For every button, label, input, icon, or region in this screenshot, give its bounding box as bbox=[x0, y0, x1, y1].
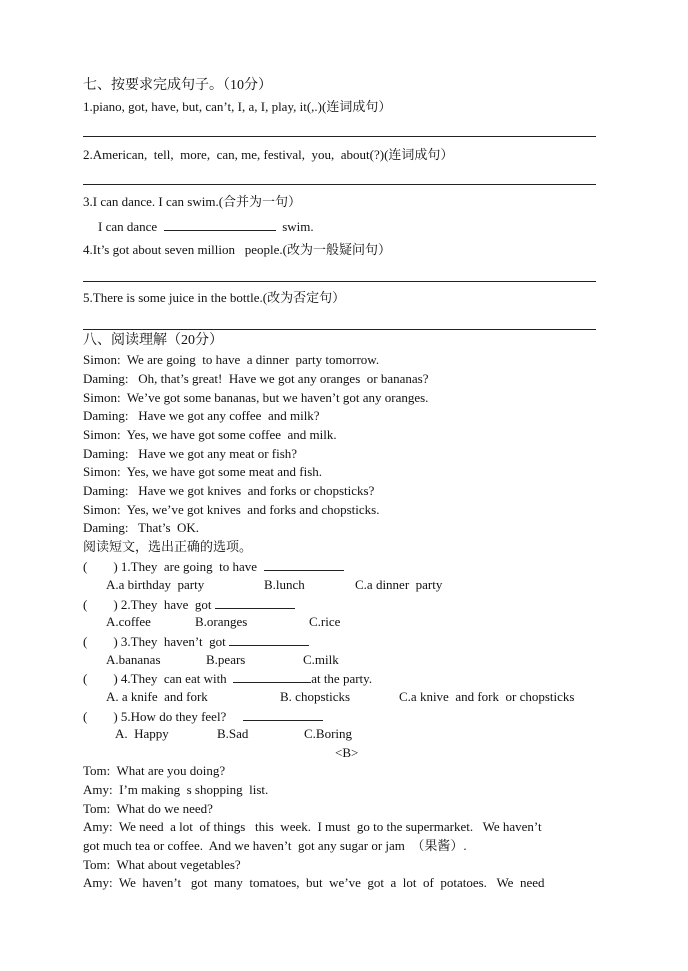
question-blank bbox=[215, 596, 295, 609]
question-stem: 2.They have got bbox=[120, 597, 212, 612]
option-c: C.Boring bbox=[304, 726, 353, 741]
option-c: C.milk bbox=[303, 652, 339, 667]
answer-paren[interactable]: ( ) bbox=[83, 597, 118, 612]
dialogue-line: Simon: We are going to have a dinner party tomorrow. bbox=[83, 352, 380, 367]
question-stem: 3.They haven’t got bbox=[120, 634, 226, 649]
fill-blank[interactable] bbox=[164, 218, 276, 231]
mc-question bbox=[83, 670, 372, 686]
mc-question bbox=[83, 558, 344, 574]
dialogue-line: Amy: We haven’t got many tomatoes, but we’ve got a lot of potatoes. We need bbox=[83, 875, 545, 890]
option-a: A.bananas bbox=[106, 652, 161, 667]
option-b: B.oranges bbox=[195, 614, 248, 629]
option-b: B.lunch bbox=[264, 577, 305, 592]
fill-prefix: I can dance bbox=[98, 219, 158, 234]
dialogue-line: Daming: Have we got any meat or fish? bbox=[83, 446, 298, 461]
question-7-1: 1.piano, got, have, but, can’t, I, a, I, play, it(,.)(连词成句） bbox=[83, 99, 392, 114]
option-a: A.coffee bbox=[106, 614, 151, 629]
dialogue-line: Simon: Yes, we have got some coffee and milk. bbox=[83, 427, 337, 442]
option-b: B.Sad bbox=[217, 726, 249, 741]
question-7-3-fill bbox=[98, 218, 314, 234]
answer-line bbox=[83, 281, 596, 282]
mc-question bbox=[83, 596, 295, 612]
question-stem: 5.How do they feel? bbox=[120, 709, 227, 724]
question-7-5: 5.There is some juice in the bottle.(改为否定句） bbox=[83, 290, 346, 305]
dialogue-line: got much tea or coffee. And we haven’t got any sugar or jam （果酱）. bbox=[83, 838, 467, 853]
option-a: A.a birthday party bbox=[106, 577, 205, 592]
dialogue-line: Simon: We’ve got some bananas, but we haven’t got any oranges. bbox=[83, 390, 429, 405]
option-c: C.rice bbox=[309, 614, 341, 629]
question-stem: 1.They are going to have bbox=[120, 559, 258, 574]
answer-line bbox=[83, 136, 596, 137]
question-blank bbox=[229, 633, 309, 646]
dialogue-line: Tom: What do we need? bbox=[83, 801, 213, 816]
option-a: A. a knife and fork bbox=[106, 689, 208, 704]
dialogue-line: Daming: Oh, that’s great! Have we got any oranges or bananas? bbox=[83, 371, 429, 386]
dialogue-line: Daming: Have we got any coffee and milk? bbox=[83, 408, 320, 423]
answer-paren[interactable]: ( ) bbox=[83, 709, 118, 724]
dialogue-line: Tom: What about vegetables? bbox=[83, 857, 241, 872]
question-7-3: 3.I can dance. I can swim.(合并为一句） bbox=[83, 194, 302, 209]
dialogue-line: Tom: What are you doing? bbox=[83, 763, 226, 778]
question-blank bbox=[233, 670, 311, 683]
dialogue-line: Amy: I’m making s shopping list. bbox=[83, 782, 269, 797]
section-7-heading: 七、按要求完成句子。（10分） bbox=[83, 78, 272, 93]
question-blank bbox=[264, 558, 344, 571]
dialogue-line: Daming: That’s OK. bbox=[83, 520, 200, 535]
dialogue-line: Amy: We need a lot of things this week. I must go to the supermarket. We haven’t bbox=[83, 819, 542, 834]
answer-line bbox=[83, 184, 596, 185]
answer-paren[interactable]: ( ) bbox=[83, 634, 118, 649]
answer-line bbox=[83, 329, 596, 330]
mc-question bbox=[83, 708, 323, 724]
question-stem: 4.They can eat with bbox=[120, 671, 227, 686]
option-c: C.a knive and fork or chopsticks bbox=[399, 689, 575, 704]
section-8-heading: 八、阅读理解（20分） bbox=[83, 333, 223, 348]
question-tail: at the party. bbox=[311, 671, 373, 686]
option-a: A. Happy bbox=[115, 726, 169, 741]
option-c: C.a dinner party bbox=[355, 577, 443, 592]
answer-paren[interactable]: ( ) bbox=[83, 559, 118, 574]
fill-suffix: swim. bbox=[282, 219, 314, 234]
part-b-label: <B> bbox=[335, 745, 359, 760]
question-7-4: 4.It’s got about seven million people.(改为一般疑问句） bbox=[83, 242, 391, 257]
dialogue-line: Simon: Yes, we’ve got knives and forks and chopsticks. bbox=[83, 502, 380, 517]
dialogue-line: Daming: Have we got knives and forks or chopsticks? bbox=[83, 483, 375, 498]
question-blank bbox=[243, 708, 323, 721]
answer-paren[interactable]: ( ) bbox=[83, 671, 118, 686]
dialogue-line: Simon: Yes, we have got some meat and fish. bbox=[83, 464, 323, 479]
option-b: B. chopsticks bbox=[280, 689, 351, 704]
question-7-2: 2.American, tell, more, can, me, festival, you, about(?)(连词成句） bbox=[83, 147, 454, 162]
option-b: B.pears bbox=[206, 652, 246, 667]
reading-instruction: 阅读短文，选出正确的选项。 bbox=[83, 539, 253, 554]
mc-question bbox=[83, 633, 309, 649]
